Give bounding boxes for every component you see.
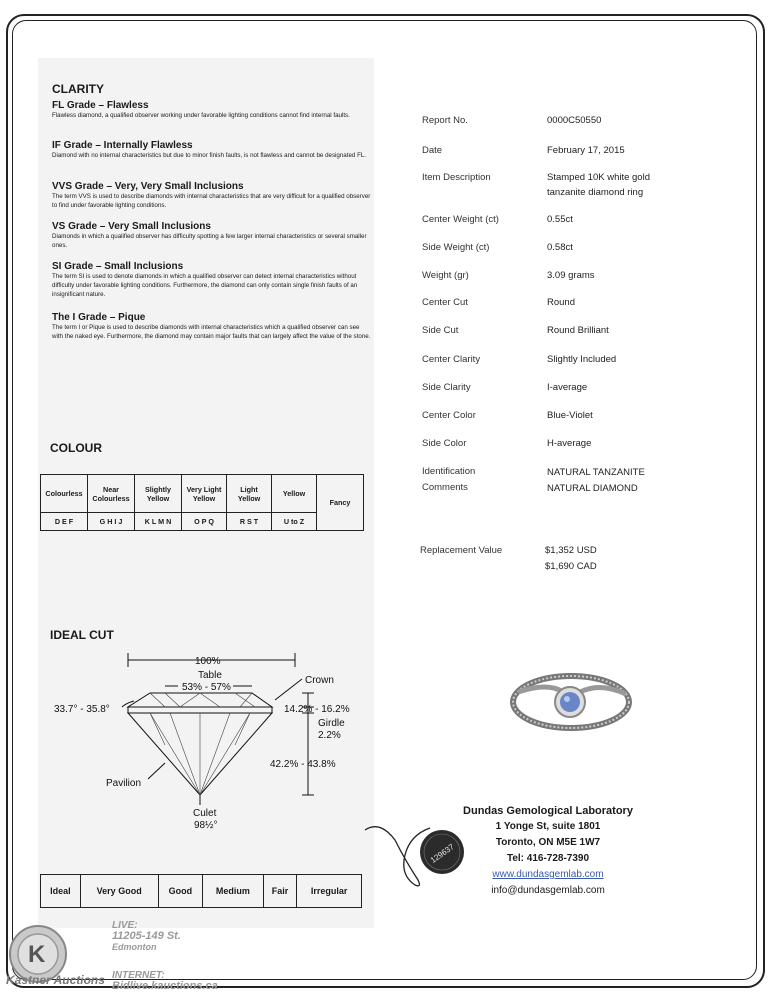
- lab-tel: Tel: 416-728-7390: [506, 853, 590, 864]
- report-label: Center Weight (ct): [422, 214, 499, 225]
- replacement-usd: $1,352 USD: [545, 545, 597, 556]
- report-label: Side Color: [422, 438, 467, 449]
- colour-grades: D E F: [41, 513, 88, 531]
- lab-name: Dundas Gemological Laboratory: [463, 805, 633, 817]
- report-label: Side Cut: [422, 325, 459, 336]
- svg-text:K: K: [28, 941, 46, 968]
- colour-name: Slightly Yellow: [135, 475, 182, 513]
- crown-height-label: 14.2% - 16.2%: [284, 704, 350, 715]
- cut-grade: Very Good: [80, 875, 158, 908]
- clarity-grade-if: [52, 140, 372, 160]
- colour-name: Very Light Yellow: [182, 475, 227, 513]
- grade-desc: Diamonds in which a qualified observer has difficulty spotting a few larger internal characteristics or several smaller ones.: [52, 233, 367, 249]
- cut-grade: Ideal: [41, 875, 81, 908]
- crown-angle-label: 33.7° - 35.8°: [54, 704, 110, 715]
- report-value: February 17, 2015: [547, 145, 625, 156]
- grade-title: SI Grade – Small Inclusions: [52, 261, 184, 272]
- pavilion-label: Pavilion: [106, 778, 142, 789]
- report-value: Slightly Included: [547, 354, 617, 365]
- colour-grades: K L M N: [135, 513, 182, 531]
- colour-grades: U to Z: [272, 513, 317, 531]
- internet-url: Bidlive.kauctions.ca: [112, 980, 218, 992]
- seal-number: 129637: [428, 842, 456, 865]
- report-value: 0.55ct: [547, 214, 573, 225]
- report-value: Round: [547, 297, 575, 308]
- lab-website-link[interactable]: www.dundasgemlab.com: [492, 869, 604, 880]
- clarity-grade-fl: [52, 100, 372, 120]
- grade-title: The I Grade – Pique: [52, 312, 146, 323]
- cut-grade: Fair: [263, 875, 297, 908]
- grade-desc: Flawless diamond, a qualified observer working under favorable lighting conditions cannot find internal faults.: [52, 112, 350, 119]
- table-range-label: 53% - 57%: [182, 682, 231, 693]
- live-city: Edmonton: [112, 942, 157, 952]
- report-value: 3.09 grams: [547, 270, 595, 281]
- colour-grades: O P Q: [182, 513, 227, 531]
- live-address: 11205-149 St.: [112, 930, 181, 942]
- grade-title: FL Grade – Flawless: [52, 100, 149, 111]
- identification-label: Identification: [422, 466, 476, 477]
- report-label: Weight (gr): [422, 270, 469, 281]
- colour-grades: G H I J: [88, 513, 135, 531]
- report-label: Center Color: [422, 410, 476, 421]
- report-value: Stamped 10K white gold tanzanite diamond ring: [547, 172, 650, 198]
- girdle-label: Girdle: [318, 718, 345, 729]
- grade-desc: Diamond with no internal characteristics but due to minor finish faults, is not flawless and cannot be designated FL.: [52, 152, 367, 159]
- clarity-heading: CLARITY: [52, 82, 104, 96]
- report-label: Center Cut: [422, 297, 468, 308]
- grade-desc: The term I or Pique is used to describe diamonds with internal characteristics which a qualified observer can see with the naked eye. Furthermore, the diamond may contain major faults that can largely affect the value of the stone.: [52, 324, 371, 340]
- width-label: 100%: [195, 656, 221, 667]
- ring-photo: [508, 662, 634, 738]
- internet-label: INTERNET:: [112, 970, 165, 981]
- cut-grade-table: [40, 874, 362, 908]
- report-label: Item Description: [422, 172, 491, 183]
- live-label: LIVE:: [112, 920, 138, 931]
- colour-name: Near Colourless: [88, 475, 135, 513]
- grade-desc: The term VVS is used to describe diamonds with internal characteristics that are very difficult for a qualified observer to find under favorable lighting conditions.: [52, 193, 371, 209]
- diamond-cut-diagram: [40, 645, 370, 835]
- report-value: H-average: [547, 438, 592, 449]
- clarity-grade-i: [52, 312, 372, 341]
- grade-title: VVS Grade – Very, Very Small Inclusions: [52, 181, 244, 192]
- comments-label: Comments: [422, 482, 468, 493]
- report-value: I-average: [547, 382, 588, 393]
- replacement-cad: $1,690 CAD: [545, 561, 597, 572]
- colour-grades: R S T: [227, 513, 272, 531]
- clarity-grade-vs: [52, 221, 372, 250]
- colour-name: Light Yellow: [227, 475, 272, 513]
- lab-address1: 1 Yonge St, suite 1801: [495, 821, 601, 832]
- girdle-value: 2.2%: [318, 730, 341, 741]
- kastner-logo: [4, 920, 104, 998]
- grade-desc: The term SI is used to denote diamonds in which a qualified observer can detect internal characteristics without difficulty under favorable lighting conditions. Furthermore, the diamond can only contain single finish faults of an insignificant nature.: [52, 273, 358, 298]
- cut-grade: Good: [158, 875, 202, 908]
- report-value: 0.58ct: [547, 242, 573, 253]
- colour-table: [40, 474, 364, 531]
- culet-value: 98½°: [194, 820, 218, 831]
- colour-heading: COLOUR: [50, 441, 102, 455]
- comments-value: NATURAL DIAMOND: [547, 483, 638, 494]
- grade-title: IF Grade – Internally Flawless: [52, 140, 193, 151]
- report-label: Date: [422, 145, 443, 156]
- grade-title: VS Grade – Very Small Inclusions: [52, 221, 211, 232]
- cut-grade: Irregular: [297, 875, 362, 908]
- lab-address2: Toronto, ON M5E 1W7: [495, 837, 601, 848]
- colour-name: Fancy: [317, 475, 364, 531]
- ideal-cut-heading: IDEAL CUT: [50, 628, 114, 642]
- lab-email: info@dundasgemlab.com: [491, 885, 605, 896]
- culet-label: Culet: [193, 808, 217, 819]
- report-value: 0000C50550: [547, 115, 602, 126]
- identification-value: NATURAL TANZANITE: [547, 467, 645, 478]
- report-label: Side Weight (ct): [422, 242, 490, 253]
- watermark-live: [112, 920, 181, 953]
- watermark-internet: [112, 970, 218, 992]
- report-label: Side Clarity: [422, 382, 471, 393]
- colour-name: Colourless: [41, 475, 88, 513]
- table-label: Table: [198, 670, 222, 681]
- replacement-label: Replacement Value: [420, 545, 503, 556]
- clarity-grade-si: [52, 261, 372, 299]
- report-label: Center Clarity: [422, 354, 481, 365]
- report-value: Blue-Violet: [547, 410, 593, 421]
- cut-grade: Medium: [203, 875, 264, 908]
- kastner-brand: Kastner Auctions: [6, 973, 105, 987]
- colour-name: Yellow: [272, 475, 317, 513]
- report-value: Round Brilliant: [547, 325, 609, 336]
- report-label: Report No.: [422, 115, 468, 126]
- clarity-grade-vvs: [52, 181, 372, 210]
- lab-info: [448, 803, 648, 899]
- crown-label: Crown: [305, 675, 334, 686]
- pavilion-depth-label: 42.2% - 43.8%: [270, 759, 336, 770]
